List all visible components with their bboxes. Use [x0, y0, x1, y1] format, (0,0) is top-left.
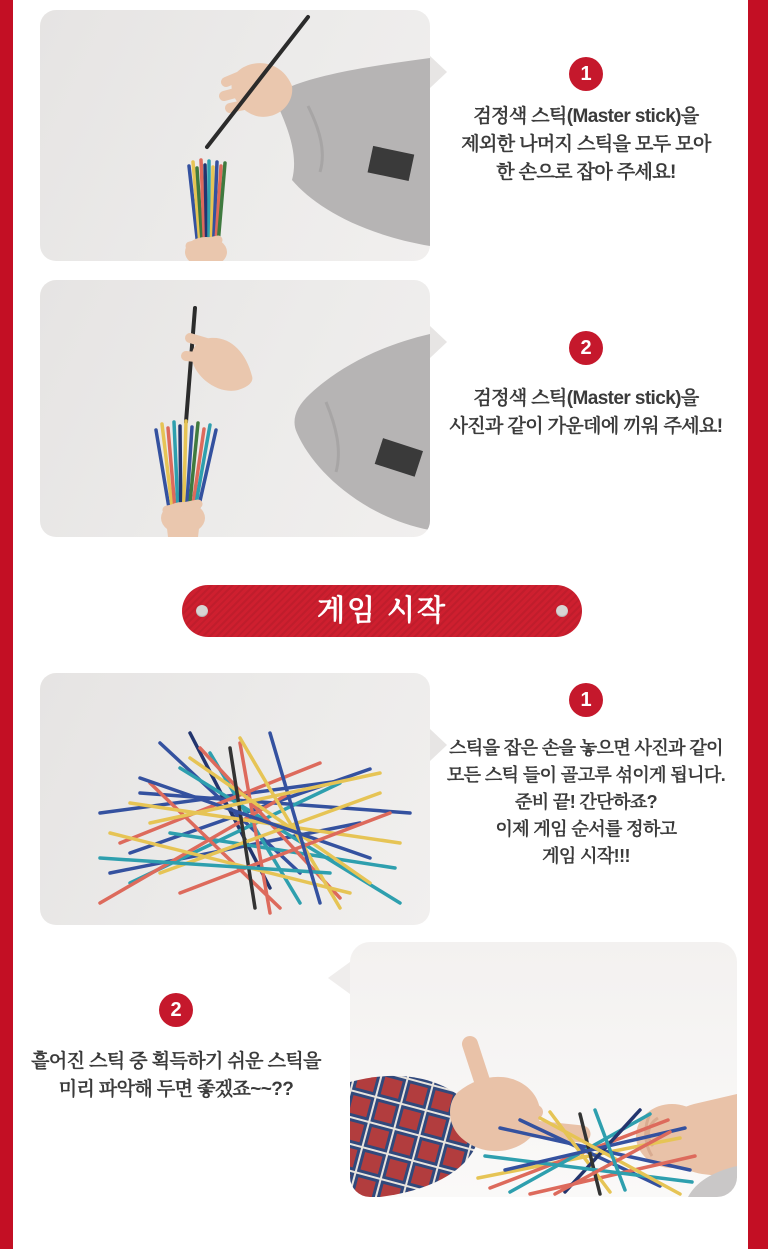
step-line: 사진과 같이 가운데에 끼워 주세요!: [449, 416, 723, 437]
prep-step-1: [432, 57, 740, 187]
banner-dot-left: [196, 605, 208, 617]
step-text: [432, 385, 740, 441]
step-text: [432, 735, 740, 870]
step-line: 스틱을 잡은 손을 놓으면 사진과 같이: [449, 738, 723, 758]
step-text: [16, 1048, 336, 1104]
step-line: 흩어진 스틱 중 획득하기 쉬운 스틱을: [31, 1051, 321, 1072]
side-border-right: [748, 0, 768, 1249]
banner-dot-right: [556, 605, 568, 617]
step-number-badge: 1: [569, 57, 603, 91]
photo-rock-paper-scissors: [350, 942, 737, 1197]
game-step-1: [432, 683, 740, 870]
step-line: 이제 게임 순서를 정하고: [495, 819, 677, 839]
step-line: 한 손으로 잡아 주세요!: [496, 162, 676, 183]
step-number-badge: 1: [569, 683, 603, 717]
step-line: 미리 파악해 두면 좋겠죠~~??: [58, 1079, 294, 1100]
photo-scattered-sticks: [40, 673, 430, 925]
step-line: 검정색 스틱(Master stick)을: [473, 388, 699, 409]
game-start-banner: [182, 585, 582, 637]
step-line: 게임 시작!!!: [542, 846, 630, 866]
banner-label: 게임 시작: [316, 595, 448, 627]
photo-insert-master-stick: [40, 280, 430, 537]
step-text: [432, 103, 740, 187]
step-number-badge: 2: [569, 331, 603, 365]
gather-sticks-illustration: [40, 10, 430, 261]
rock-paper-scissors-illustration: [350, 942, 737, 1197]
step-line: 모든 스틱 들이 골고루 섞이게 됩니다.: [446, 765, 726, 785]
side-border-left: [0, 0, 13, 1249]
prep-step-2: [432, 331, 740, 441]
photo-gather-sticks: [40, 10, 430, 261]
insert-master-stick-illustration: [40, 280, 430, 537]
game-step-2: [16, 993, 336, 1104]
step-line: 준비 끝! 간단하죠?: [514, 792, 658, 812]
step-line: 제외한 나머지 스틱을 모두 모아: [461, 134, 711, 155]
speech-tail-game-2: [328, 962, 350, 994]
step-number-badge: 2: [159, 993, 193, 1027]
scattered-sticks-illustration: [40, 673, 430, 925]
step-line: 검정색 스틱(Master stick)을: [473, 106, 699, 127]
